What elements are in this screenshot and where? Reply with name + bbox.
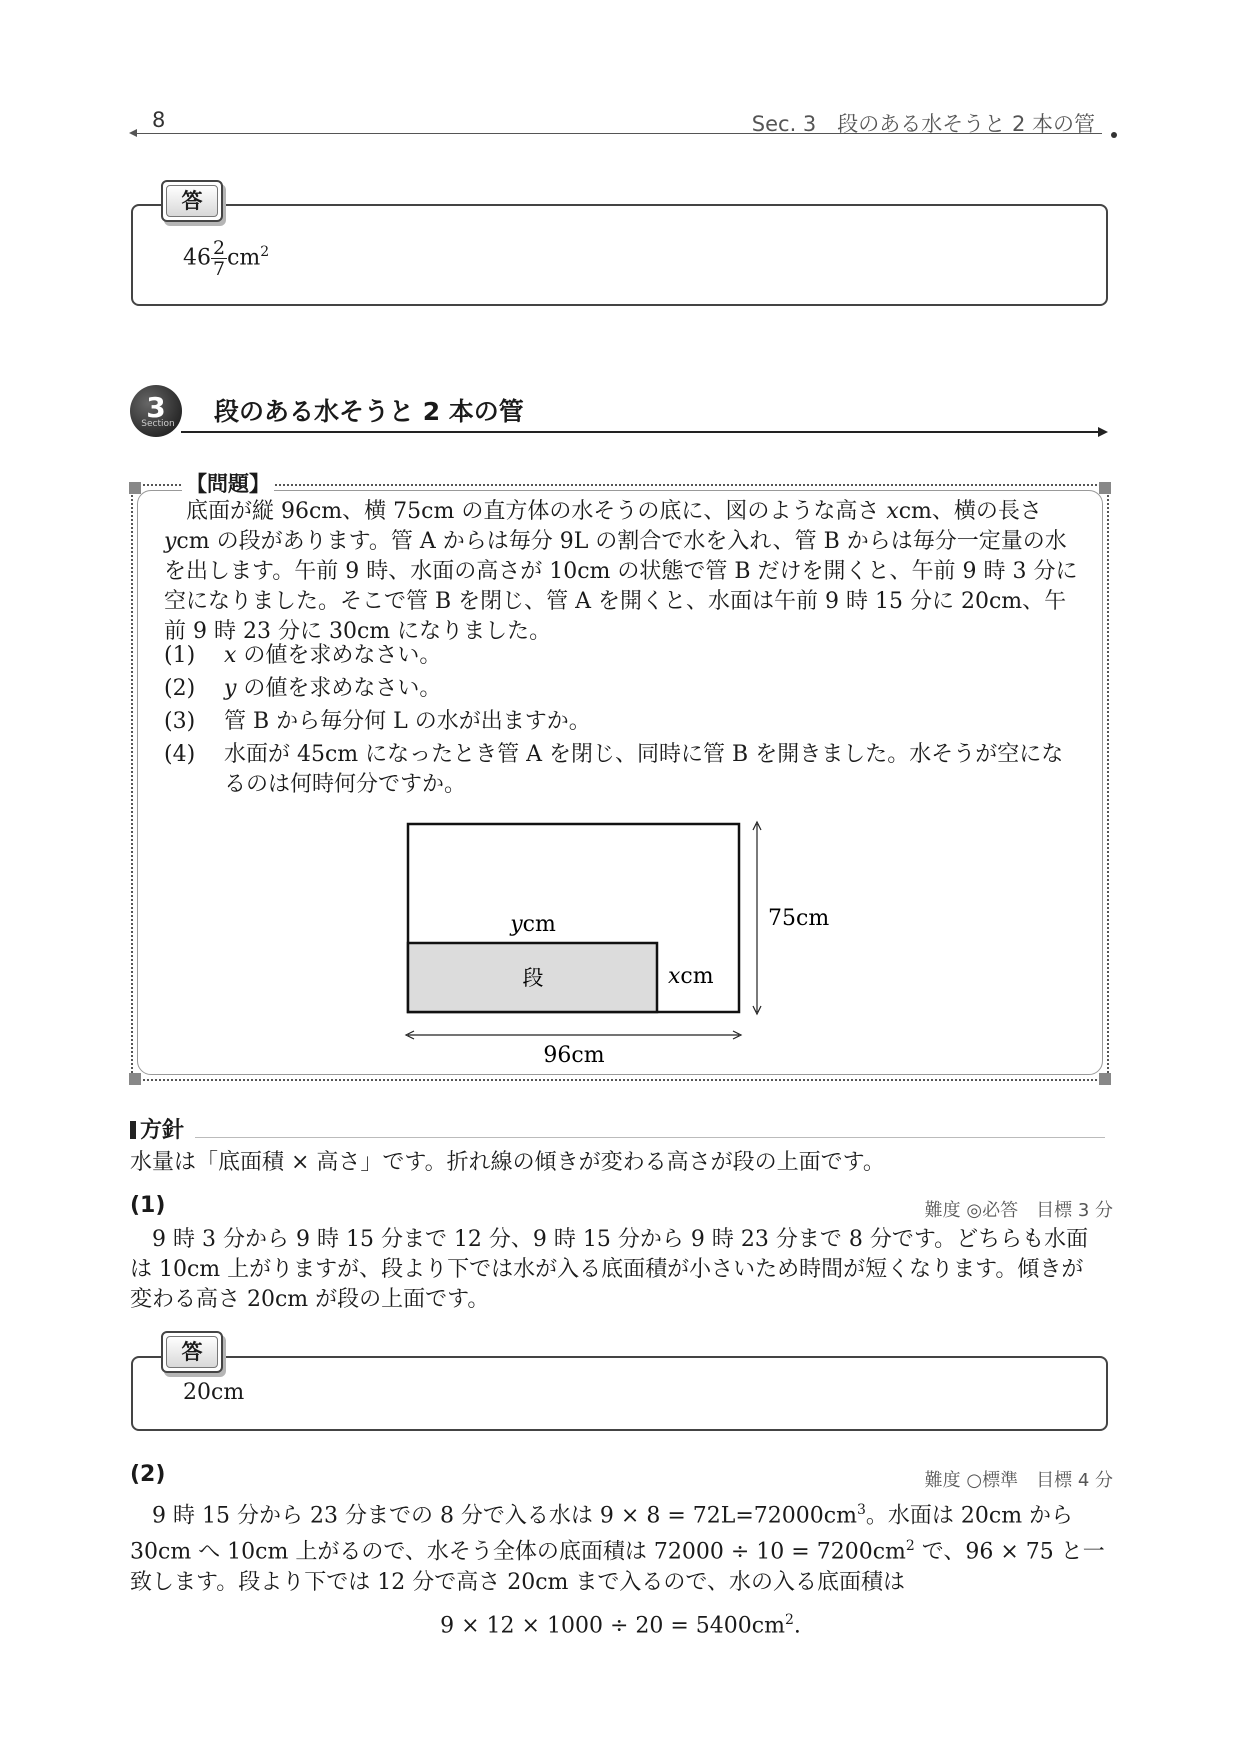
fraction-numerator: 2 [213, 237, 226, 259]
part-2-text [130, 1495, 1105, 1598]
part-1-text: 9 時 3 分から 9 時 15 分まで 12 分、9 時 15 分から 9 時 23 分まで 8 分です。どちらも水面は 10cm 上がりますが、段より下では水が入る底面積が小さいため時間が短くなります。傾きが変わる高さ 20cm が段の上面です。 [130, 1227, 1089, 1312]
question-text: 管 B から毎分何 L の水が出ますか。 [224, 709, 591, 734]
part-2-equation [0, 1612, 1241, 1638]
part-2-label: (2) [130, 1462, 166, 1487]
question-text: 水面が 45cm になったとき管 A を閉じ、同時に管 B を開きました。水そうが空になるのは何時何分ですか。 [224, 742, 1064, 797]
y-label: 𝑦cm [510, 912, 556, 937]
policy-mark [130, 1121, 136, 1139]
section-arrow [1098, 427, 1108, 437]
part-1-label: (1) [130, 1193, 166, 1218]
equation-sup: 2 [784, 1612, 794, 1628]
header-arrow [129, 129, 137, 137]
page-number: 8 [152, 108, 166, 132]
previous-answer-box [131, 204, 1108, 306]
tank-figure [400, 815, 840, 1075]
section-title: 段のある水そうと 2 本の管 [214, 397, 524, 426]
fraction-denominator: 7 [213, 258, 226, 280]
equation-end: . [793, 1613, 801, 1639]
frame-corner [1099, 1073, 1111, 1085]
part-1-answer-box [131, 1356, 1108, 1431]
policy-heading [130, 1113, 184, 1144]
section-rule [181, 431, 1101, 433]
part-1-meta: 難度 ◎必答 目標 3 分 [924, 1200, 1113, 1221]
frame-corner [1099, 482, 1111, 494]
previous-answer-tab [161, 180, 223, 222]
step-label: 段 [522, 966, 544, 990]
answer-fraction [211, 238, 227, 279]
policy-rule [195, 1137, 1105, 1138]
equation-body: 9 × 12 × 1000 ÷ 20 = 5400cm [440, 1613, 785, 1639]
question-number: (3) [164, 709, 196, 734]
question-number: (4) [164, 742, 196, 767]
part-1-answer: 20cm [183, 1380, 245, 1405]
part-2-text-b: 。水面は 20cm から 30cm へ 10cm 上がるので、水そう全体の底面積は 72000 ÷ 10 = 7200cm [130, 1503, 1074, 1565]
width-label: 96cm [543, 1043, 605, 1068]
running-head: Sec. 3 段のある水そうと 2 本の管 [751, 112, 1095, 136]
part-2-text-c: で、96 × 75 と一致します。段より下では 12 分で高さ 20cm まで入るので、水の入る底面積は [130, 1539, 1105, 1595]
answer-whole: 46 [183, 245, 211, 271]
answer-exponent: 2 [260, 244, 270, 261]
answer-tab-label: 答 [166, 1336, 218, 1368]
height-label: 75cm [768, 906, 830, 931]
section-badge [130, 385, 182, 437]
policy-title: 方針 [140, 1118, 185, 1143]
frame-corner [129, 1073, 141, 1085]
section-number: 3 [146, 391, 166, 424]
answer-tab-label: 答 [166, 185, 218, 217]
problem-label: 【問題】 [182, 468, 274, 498]
part-2-sup-a: 3 [856, 1502, 866, 1518]
part-1-answer-tab [161, 1331, 223, 1373]
section-badge-text: Section [141, 419, 175, 429]
previous-answer-value [183, 238, 269, 279]
header-dot [1111, 132, 1117, 138]
part-2-text-a: 9 時 15 分から 23 分までの 8 分で入る水は 9 × 8 = 72L=72000cm [152, 1503, 857, 1529]
question-number: (2) [164, 676, 196, 701]
policy-text: 水量は「底面積 × 高さ」です。折れ線の傾きが変わる高さが段の上面です。 [130, 1150, 885, 1175]
frame-corner [129, 482, 141, 494]
answer-unit: cm [227, 245, 261, 271]
problem-statement: 底面が縦 96cm、横 75cm の直方体の水そうの底に、図のような高さ 𝑥cm、横の長さ 𝑦cm の段があります。管 A からは毎分 9L の割合で水を入れ、管 B からは毎分一定量の水を出します。午前 9 時、水面の高さが 10cm の状態で管 B だけを開くと、午前 9 時 3 分に空になりました。そこで管 B を閉じ、管 A を開くと、水面は午前 9 時 15 分に 20cm、午前 9 時 23 分に 30cm になりました。 [164, 499, 1078, 644]
question-number: (1) [164, 643, 196, 668]
x-label: 𝑥cm [668, 964, 714, 989]
question-text: 𝑥 の値を求めなさい。 [224, 643, 442, 668]
question-text: 𝑦 の値を求めなさい。 [224, 676, 442, 701]
part-2-sup-b: 2 [905, 1538, 915, 1555]
part-2-meta: 難度 ○標準 目標 4 分 [924, 1470, 1113, 1491]
